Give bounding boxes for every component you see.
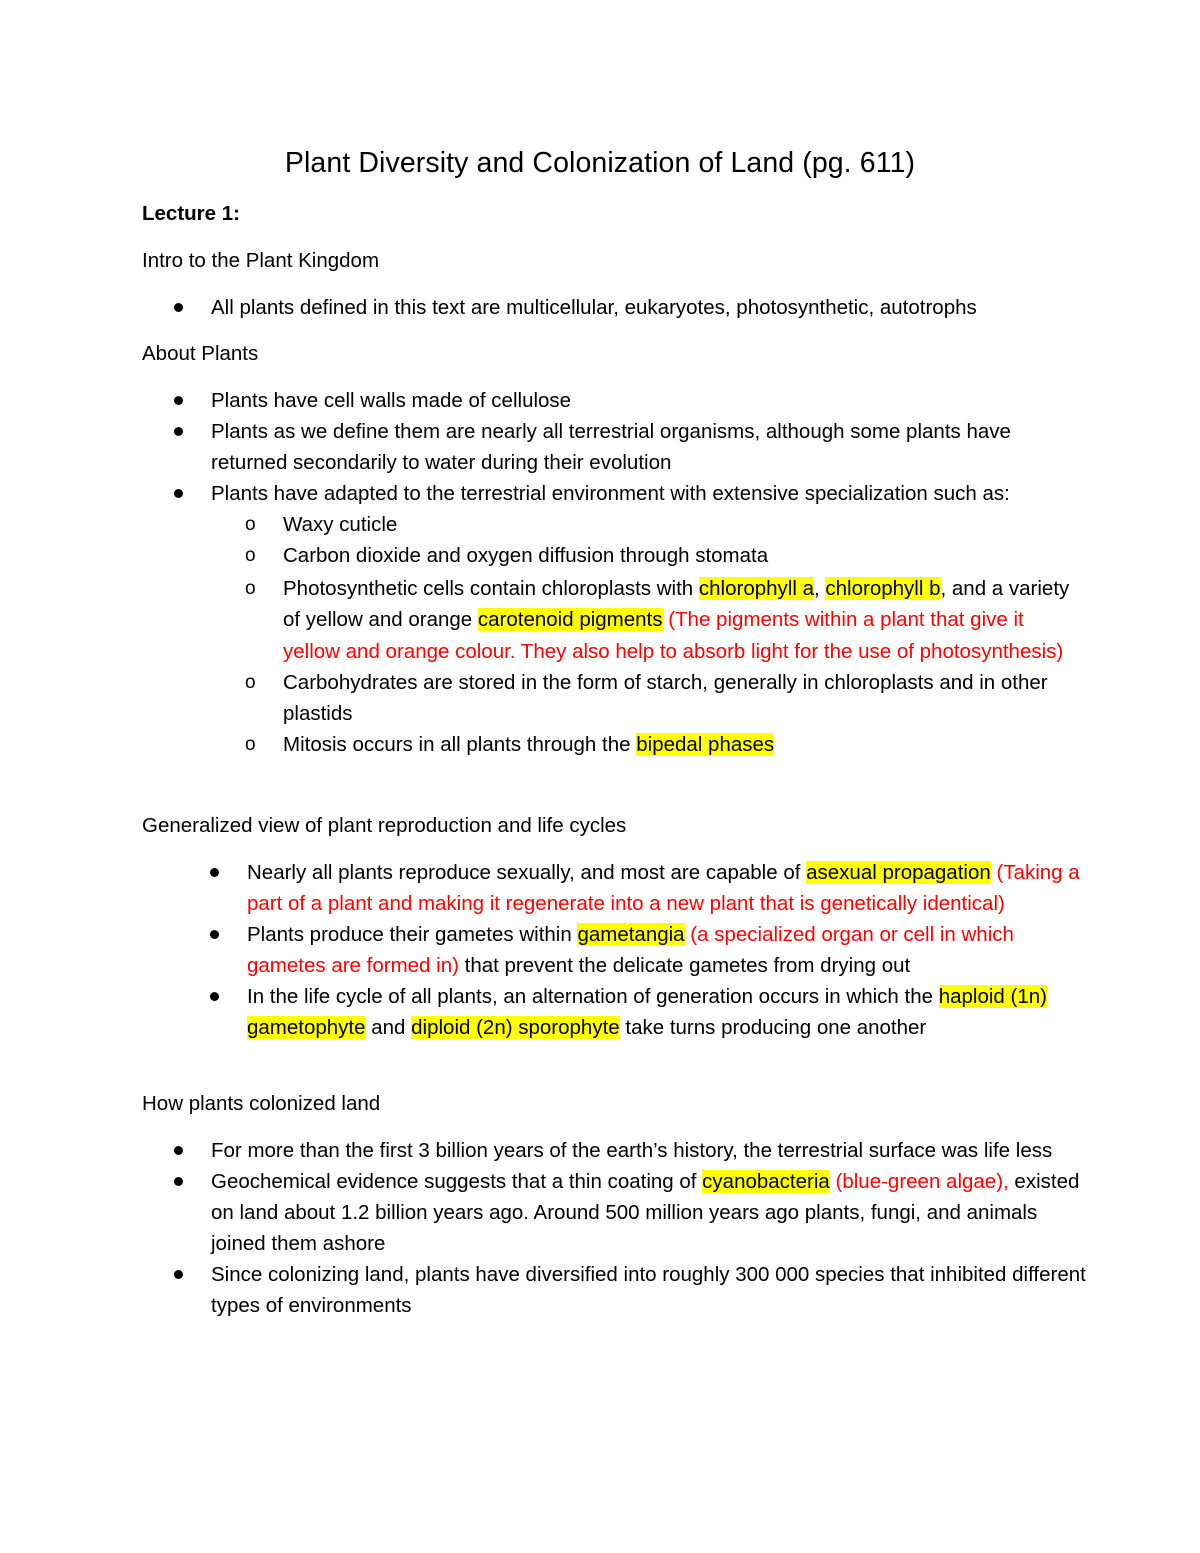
list-item: Nearly all plants reproduce sexually, and most are capable of asexual propagation (Taking a part of a plant and making it regenerate into a new plant that is genetically identical) [247,857,1082,919]
bullet-icon [174,396,183,405]
circle-bullet-icon: o [245,671,256,693]
list-item: All plants defined in this text are multicellular, eukaryotes, photosynthetic, autotrophs [211,292,1091,323]
highlighted-term: cyanobacteria [702,1170,830,1193]
highlighted-term: bipedal phases [636,732,775,756]
list-item: In the life cycle of all plants, an alternation of generation occurs in which the haploid (1n) gametophyte and diploid (2n) sporophyte take turns producing one another [247,981,1082,1043]
bullet-icon [174,303,183,312]
sub-list-item: o Carbohydrates are stored in the form of starch, generally in chloroplasts and in other plastids [283,667,1073,729]
circle-bullet-icon: o [245,578,256,599]
highlighted-term: asexual propagation [806,861,991,884]
bullet-icon [174,1177,183,1186]
list-item: Plants have cell walls made of cellulose [211,385,1091,416]
sub-list-item: o Mitosis occurs in all plants through the bipedal phases [283,729,1073,760]
reproduction-list [247,857,1082,1043]
sub-list-item: o Waxy cuticle [283,509,1073,540]
document-title: Plant Diversity and Colonization of Land (pg. 611) [284,147,916,179]
bullet-icon [210,992,219,1001]
sub-list-item: o Carbon dioxide and oxygen diffusion through stomata [283,540,1073,571]
section-heading-intro: Intro to the Plant Kingdom [142,249,380,272]
bullet-icon [174,489,183,498]
definition-note: (The pigments within a plant that give it yellow and orange colour. They also help to absorb light for the use of photosynthesis) [283,608,1064,663]
colonization-list [211,1135,1091,1321]
list-item: Plants as we define them are nearly all terrestrial organisms, although some plants have returned secondarily to water during their evolution [211,416,1091,478]
list-item: Plants produce their gametes within gametangia (a specialized organ or cell in which gametes are formed in) that prevent the delicate gametes from drying out [247,919,1082,981]
section-heading-about: About Plants [142,342,259,365]
bullet-icon [174,1146,183,1155]
section-heading-reproduction: Generalized view of plant reproduction and life cycles [142,814,627,837]
list-item: Since colonizing land, plants have diversified into roughly 300 000 species that inhibited different types of environments [211,1259,1091,1321]
circle-bullet-icon: o [245,733,256,755]
highlighted-term: carotenoid pigments [477,608,663,632]
bullet-icon [210,868,219,877]
list-item: For more than the first 3 billion years of the earth’s history, the terrestrial surface was life less [211,1135,1091,1166]
bullet-icon [210,930,219,939]
lecture-label: Lecture 1: [142,202,240,225]
highlighted-term: chlorophyll a [698,577,814,600]
highlighted-term: chlorophyll b [825,577,941,600]
circle-bullet-icon: o [245,545,256,566]
highlighted-term: diploid (2n) sporophyte [411,1016,620,1039]
about-list [211,385,1091,509]
highlighted-term: haploid (1n) gametophyte [247,985,1047,1039]
bullet-icon [174,427,183,436]
sub-list-item: o Photosynthetic cells contain chloroplasts with chlorophyll a, chlorophyll b, and a variety of yellow and orange carotenoid pigments (The pigments within a plant that give it yellow and orange colour. They also help to absorb light for the use of photosynthesis) [283,573,1073,667]
circle-bullet-icon: o [245,514,256,535]
section-heading-colonization: How plants colonized land [142,1092,381,1115]
intro-list [211,292,1091,323]
definition-note: (a specialized organ or cell in which gametes are formed in) [247,923,1014,977]
bullet-icon [174,1270,183,1279]
list-item: Geochemical evidence suggests that a thin coating of cyanobacteria (blue-green algae), existed on land about 1.2 billion years ago. Around 500 million years ago plants, fungi, and animals joined them ashore [211,1166,1091,1259]
highlighted-term: gametangia [577,923,685,946]
about-sublist [245,509,1073,760]
definition-note: (Taking a part of a plant and making it regenerate into a new plant that is genetically identical) [247,861,1080,915]
definition-note: (blue-green algae), [829,1170,1009,1193]
list-item: Plants have adapted to the terrestrial environment with extensive specialization such as: [211,478,1091,509]
